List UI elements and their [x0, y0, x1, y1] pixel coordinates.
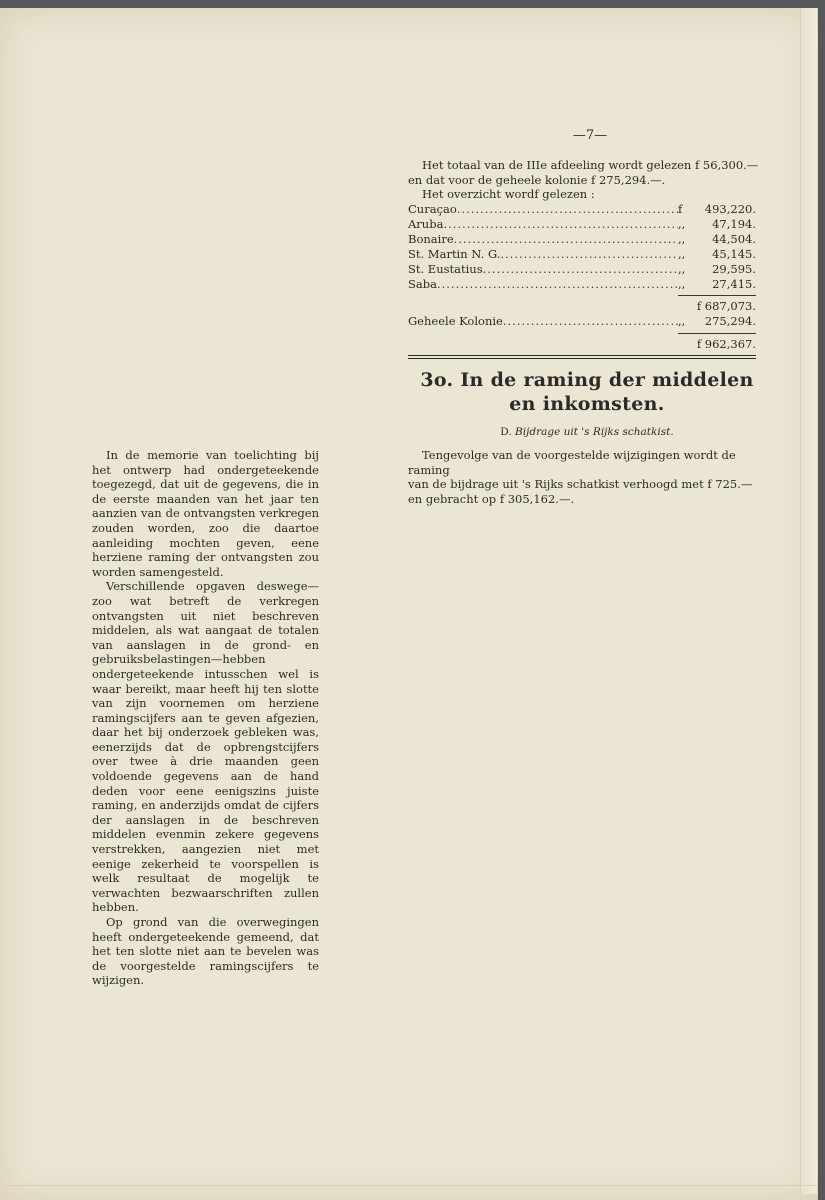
leader-dots: [500, 247, 678, 262]
row-label: Saba: [408, 276, 437, 291]
row-label: St. Martin N. G.: [408, 246, 501, 261]
page-edge: [800, 8, 817, 1194]
document-page: [0, 8, 818, 1200]
row-label: Geheele Kolonie: [408, 313, 503, 328]
row-amount: 45,145.: [712, 246, 756, 261]
leader-dots: [443, 217, 678, 232]
row-currency: ,,: [678, 313, 686, 328]
sub-heading: [408, 426, 766, 438]
total-row: [408, 337, 756, 352]
intro-line-3: Het overzicht wordf gelezen :: [422, 187, 595, 201]
row-currency: f: [678, 201, 683, 216]
page-edge-bottom: [8, 1185, 817, 1194]
table-row: [408, 262, 756, 277]
geheele-kolonie-row: [408, 314, 756, 329]
paragraph-3: Op grond van die overwegingen heeft ondergeteekende gemeend, dat het ten slotte niet aan te bevelen was de voorgestelde ramingscijfers te wijzigen.: [92, 915, 319, 988]
row-label: Bonaire: [408, 231, 454, 246]
leader-dots: [483, 262, 678, 277]
total-amount: f 962,367.: [696, 336, 756, 351]
subheading-prefix: D.: [500, 426, 512, 438]
table-row: [408, 217, 756, 232]
row-amount: 47,194.: [712, 216, 756, 231]
double-rule: [408, 355, 756, 359]
table-row: [408, 202, 756, 217]
row-amount: 27,415.: [712, 276, 756, 291]
row-currency: ,,: [678, 231, 686, 246]
overview-table: [408, 202, 756, 359]
row-currency: ,,: [678, 261, 686, 276]
subtotal-amount: f 687,073.: [696, 298, 756, 313]
para-line-1: Tengevolge van de voorgestelde wijzigingen wordt de raming: [408, 448, 736, 477]
row-currency: ,,: [678, 216, 686, 231]
page-number: —7—: [572, 128, 608, 143]
row-amount: 29,595.: [712, 261, 756, 276]
subheading-title: Bijdrage uit 's Rijks schatkist.: [515, 426, 674, 438]
table-row: [408, 232, 756, 247]
row-currency: ,,: [678, 246, 686, 261]
contribution-paragraph: [408, 448, 766, 506]
row-amount: 44,504.: [712, 231, 756, 246]
row-amount: 275,294.: [704, 313, 756, 328]
row-amount: 493,220.: [704, 201, 756, 216]
leader-dots: [457, 202, 678, 217]
intro-line-2: en dat voor de geheele kolonie f 275,294.—.: [408, 172, 666, 187]
section-heading: 3o. In de raming der middelen en inkomsten.: [420, 369, 754, 415]
para-line-2: van de bijdrage uit 's Rijks schatkist verhoogd met f 725.—: [408, 477, 753, 491]
overview-section: [408, 158, 766, 359]
subtotal-row: [408, 299, 756, 314]
leader-dots: [454, 232, 678, 247]
row-label: Aruba: [408, 216, 444, 231]
leader-dots: [437, 277, 678, 292]
paragraph-1: In de memorie van toelichting bij het ontwerp had ondergeteekende toegezegd, dat uit de gegevens, die in de eerste maanden van het jaar ten aanzien van de ontvangsten verkregen zouden worden, zoo die daartoe aanleiding mochten geven, eene herziene raming der ontvangsten zou worden samengesteld.: [92, 448, 319, 579]
row-label: St. Eustatius: [408, 261, 483, 276]
row-label: Curaçao: [408, 201, 457, 216]
para-line-3: en gebracht op f 305,162.—.: [408, 491, 575, 506]
row-currency: ,,: [678, 276, 686, 291]
table-row: [408, 247, 756, 262]
paragraph-2: Verschillende opgaven deswege—zoo wat betreft de verkregen ontvangsten uit niet beschreven middelen, als wat aangaat de totalen van aanslagen in de grond- en gebruiksbelastingen—hebben ondergeteekende intusschen wel is waar bereikt, maar heeft hij ten slotte van zijn voornemen om herziene ramingscijfers aan te geven afgezien, daar het bij onderzoek gebleken was, eenerzijds dat de opbrengstcijfers over twee à drie maanden geen voldoende gegevens aan de hand deden voor eene eenigszins juiste raming, en anderzijds omdat de cijfers der aanslagen in de beschreven middelen evenmin zekere gegevens verstrekken, aangezien niet met eenige zekerheid te voorspellen is welk resultaat de mogelijk te verwachten bezwaarschriften zullen hebben.: [92, 579, 319, 915]
table-row: [408, 277, 756, 292]
leader-dots: [503, 314, 678, 329]
memorie-text: [92, 448, 319, 988]
intro-line-1: Het totaal van de IIIe afdeeling wordt gelezen f 56,300.—: [422, 158, 759, 172]
